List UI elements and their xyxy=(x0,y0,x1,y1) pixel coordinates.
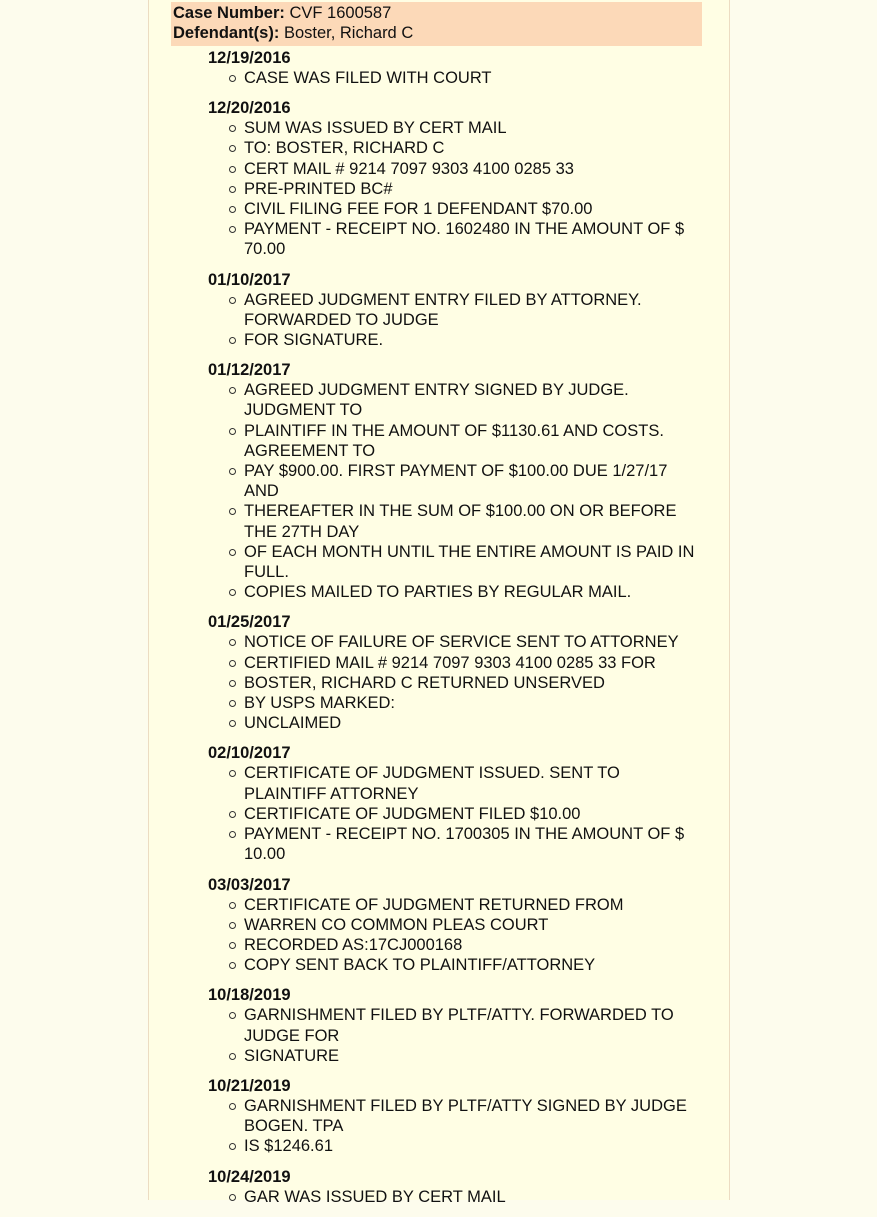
circle-bullet-icon xyxy=(229,720,236,727)
entry-text: TO: BOSTER, RICHARD C xyxy=(244,139,445,158)
entry-text: CERTIFICATE OF JUDGMENT RETURNED FROM xyxy=(244,895,624,914)
circle-bullet-icon xyxy=(229,700,236,707)
circle-bullet-icon xyxy=(229,1194,236,1201)
list-item xyxy=(244,632,703,652)
list-item xyxy=(244,199,703,219)
entry-text: RECORDED AS:17CJ000168 xyxy=(244,935,463,954)
entry-text: FOR SIGNATURE. xyxy=(244,331,384,350)
event-date: 03/03/2017 xyxy=(208,875,291,894)
list-item xyxy=(244,501,703,541)
event-entries xyxy=(208,1096,703,1157)
circle-bullet-icon xyxy=(229,166,236,173)
list-item xyxy=(244,219,703,259)
circle-bullet-icon xyxy=(229,145,236,152)
list-item xyxy=(244,118,703,138)
circle-bullet-icon xyxy=(229,811,236,818)
list-item xyxy=(244,1136,703,1156)
entry-text: AGREED JUDGMENT ENTRY SIGNED BY JUDGE. JUDGMENT TO xyxy=(244,381,629,420)
circle-bullet-icon xyxy=(229,1103,236,1110)
event-date: 01/12/2017 xyxy=(208,361,291,380)
defendant-value: Boster, Richard C xyxy=(283,23,414,42)
case-number-label: Case Number: xyxy=(173,4,285,22)
circle-bullet-icon xyxy=(229,942,236,949)
circle-bullet-icon xyxy=(229,186,236,193)
list-item xyxy=(244,713,703,733)
list-item xyxy=(244,1096,703,1136)
entry-text: BOSTER, RICHARD C RETURNED UNSERVED xyxy=(244,673,605,692)
docket-event xyxy=(208,985,703,1066)
list-item xyxy=(244,421,703,461)
event-entries xyxy=(208,68,703,88)
list-item xyxy=(244,68,703,88)
list-item xyxy=(244,1005,703,1045)
entry-text: CASE WAS FILED WITH COURT xyxy=(244,69,492,87)
docket-event xyxy=(208,270,703,351)
list-item xyxy=(244,461,703,501)
circle-bullet-icon xyxy=(229,1012,236,1019)
circle-bullet-icon xyxy=(229,639,236,646)
list-item xyxy=(244,1046,703,1066)
list-item xyxy=(244,653,703,673)
entry-text: GAR WAS ISSUED BY CERT MAIL xyxy=(244,1187,506,1206)
event-date: 10/24/2019 xyxy=(208,1167,291,1186)
circle-bullet-icon xyxy=(229,589,236,596)
circle-bullet-icon xyxy=(229,226,236,233)
entry-text: CERTIFICATE OF JUDGMENT ISSUED. SENT TO PLAINTIFF ATTORNEY xyxy=(244,764,620,803)
entry-text: PAY $900.00. FIRST PAYMENT OF $100.00 DUE 1/27/17 AND xyxy=(244,462,668,501)
docket-event xyxy=(208,98,703,259)
circle-bullet-icon xyxy=(229,660,236,667)
list-item xyxy=(244,935,703,955)
event-date: 12/19/2016 xyxy=(208,49,291,67)
list-item xyxy=(244,955,703,975)
docket-event xyxy=(208,48,703,88)
entry-text: CERTIFICATE OF JUDGMENT FILED $10.00 xyxy=(244,804,581,823)
entry-text: UNCLAIMED xyxy=(244,714,342,733)
circle-bullet-icon xyxy=(229,1053,236,1060)
event-date: 02/10/2017 xyxy=(208,744,291,763)
list-item xyxy=(244,542,703,582)
entry-text: PAYMENT - RECEIPT NO. 1700305 IN THE AMOUNT OF $ 10.00 xyxy=(244,825,685,864)
event-date: 12/20/2016 xyxy=(208,99,291,118)
event-entries xyxy=(208,1005,703,1066)
entry-text: PLAINTIFF IN THE AMOUNT OF $1130.61 AND COSTS. AGREEMENT TO xyxy=(244,421,664,460)
list-item xyxy=(244,824,703,864)
docket-events xyxy=(208,48,703,1217)
event-entries xyxy=(208,380,703,602)
case-number-value: CVF 1600587 xyxy=(289,4,392,22)
circle-bullet-icon xyxy=(229,902,236,909)
list-item xyxy=(244,693,703,713)
circle-bullet-icon xyxy=(229,428,236,435)
circle-bullet-icon xyxy=(229,125,236,132)
list-item xyxy=(244,804,703,824)
circle-bullet-icon xyxy=(229,962,236,969)
entry-text: COPY SENT BACK TO PLAINTIFF/ATTORNEY xyxy=(244,956,596,975)
circle-bullet-icon xyxy=(229,468,236,475)
entry-text: CERT MAIL # 9214 7097 9303 4100 0285 33 xyxy=(244,159,574,178)
event-date: 10/21/2019 xyxy=(208,1076,291,1095)
list-item xyxy=(244,179,703,199)
circle-bullet-icon xyxy=(229,337,236,344)
entry-text: NOTICE OF FAILURE OF SERVICE SENT TO ATTORNEY xyxy=(244,633,679,652)
entry-text: WARREN CO COMMON PLEAS COURT xyxy=(244,915,549,934)
circle-bullet-icon xyxy=(229,297,236,304)
circle-bullet-icon xyxy=(229,206,236,213)
event-date: 10/18/2019 xyxy=(208,986,291,1005)
event-date: 01/10/2017 xyxy=(208,270,291,289)
entry-text: PRE-PRINTED BC# xyxy=(244,179,393,198)
defendant-row xyxy=(173,24,702,44)
list-item xyxy=(244,1187,703,1207)
list-item xyxy=(244,330,703,350)
entry-text: GARNISHMENT FILED BY PLTF/ATTY SIGNED BY JUDGE BOGEN. TPA xyxy=(244,1096,687,1136)
event-entries xyxy=(208,1187,703,1207)
docket-event xyxy=(208,612,703,733)
entry-text: IS $1246.61 xyxy=(244,1137,333,1156)
entry-text: AGREED JUDGMENT ENTRY FILED BY ATTORNEY. FORWARDED TO JUDGE xyxy=(244,290,642,329)
docket-event xyxy=(208,1076,703,1157)
entry-text: COPIES MAILED TO PARTIES BY REGULAR MAIL. xyxy=(244,583,632,602)
entry-text: BY USPS MARKED: xyxy=(244,694,395,713)
circle-bullet-icon xyxy=(229,680,236,687)
circle-bullet-icon xyxy=(229,831,236,838)
circle-bullet-icon xyxy=(229,770,236,777)
circle-bullet-icon xyxy=(229,922,236,929)
list-item xyxy=(244,582,703,602)
event-entries xyxy=(208,290,703,351)
entry-text: SIGNATURE xyxy=(244,1046,340,1065)
event-entries xyxy=(208,763,703,864)
entry-text: GARNISHMENT FILED BY PLTF/ATTY. FORWARDED TO JUDGE FOR xyxy=(244,1006,674,1045)
docket-event xyxy=(208,1167,703,1207)
circle-bullet-icon xyxy=(229,508,236,515)
event-date: 01/25/2017 xyxy=(208,613,291,632)
defendant-label: Defendant(s): xyxy=(173,23,280,42)
list-item xyxy=(244,159,703,179)
case-number-row xyxy=(173,4,702,24)
entry-text: SUM WAS ISSUED BY CERT MAIL xyxy=(244,119,507,138)
circle-bullet-icon xyxy=(229,549,236,556)
entry-text: THEREAFTER IN THE SUM OF $100.00 ON OR BEFORE THE 27TH DAY xyxy=(244,502,677,541)
circle-bullet-icon xyxy=(229,387,236,394)
list-item xyxy=(244,138,703,158)
circle-bullet-icon xyxy=(229,75,236,82)
entry-text: PAYMENT - RECEIPT NO. 1602480 IN THE AMOUNT OF $ 70.00 xyxy=(244,220,685,259)
event-entries xyxy=(208,632,703,733)
circle-bullet-icon xyxy=(229,1143,236,1150)
case-header xyxy=(171,2,702,46)
docket-event xyxy=(208,875,703,976)
list-item xyxy=(244,895,703,915)
docket-event xyxy=(208,743,703,864)
list-item xyxy=(244,673,703,693)
entry-text: CERTIFIED MAIL # 9214 7097 9303 4100 0285 33 FOR xyxy=(244,653,656,672)
list-item xyxy=(244,380,703,420)
list-item xyxy=(244,763,703,803)
docket-event xyxy=(208,360,703,602)
event-entries xyxy=(208,118,703,259)
list-item xyxy=(244,915,703,935)
entry-text: CIVIL FILING FEE FOR 1 DEFENDANT $70.00 xyxy=(244,200,593,219)
event-entries xyxy=(208,895,703,976)
list-item xyxy=(244,290,703,330)
entry-text: OF EACH MONTH UNTIL THE ENTIRE AMOUNT IS PAID IN FULL. xyxy=(244,542,695,582)
